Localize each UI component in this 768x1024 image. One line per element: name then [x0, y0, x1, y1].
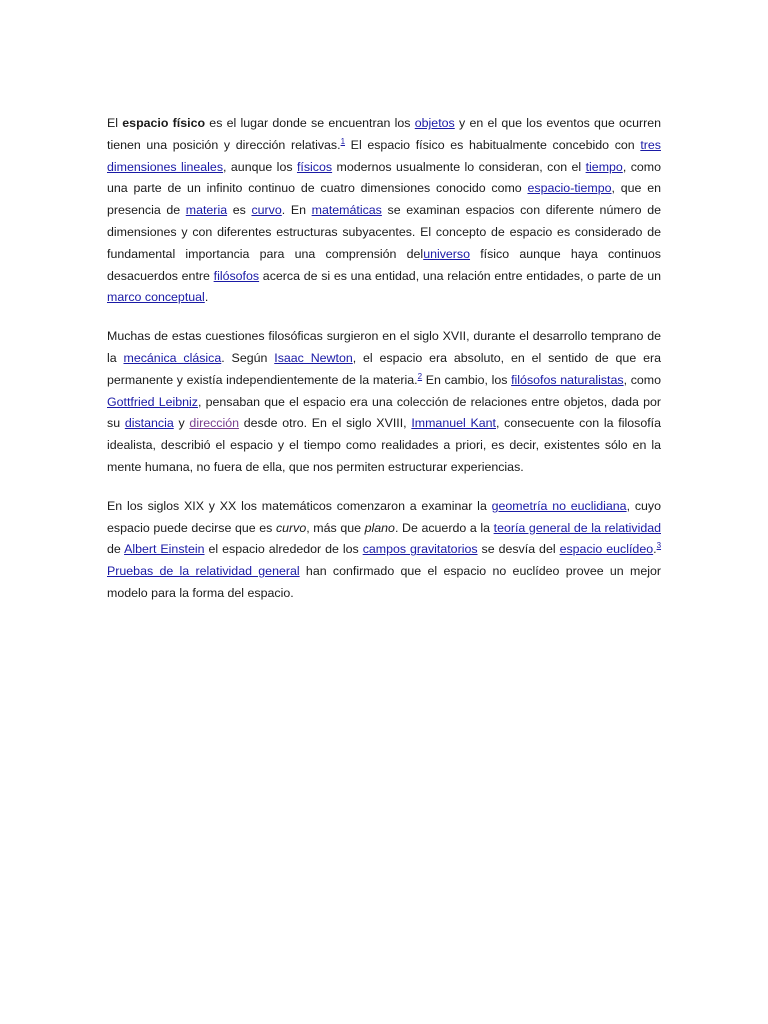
- link-albert-einstein[interactable]: Albert Einstein: [124, 542, 205, 557]
- text-run: desde otro. En el siglo XVIII,: [239, 416, 412, 431]
- text-run: , pensaban que el espacio era una colección de relaciones entre objetos, dada por su: [107, 394, 661, 431]
- link-matematicas[interactable]: matemáticas: [311, 203, 382, 218]
- text-run: , el espacio era absoluto, en el sentido de que era permanente y existía independientemente de la materia.: [107, 350, 661, 387]
- text-run: , como: [623, 372, 661, 387]
- link-campos-gravitatorios[interactable]: campos gravitatorios: [362, 542, 478, 557]
- link-pruebas-relatividad-general[interactable]: Pruebas de la relatividad general: [107, 564, 300, 579]
- text-run: .: [204, 290, 209, 305]
- paragraph-2: [107, 326, 661, 479]
- text-run: han confirmado que el espacio no euclídeo provee un mejor modelo para la forma del espacio.: [107, 564, 661, 600]
- text-run: y en el que los eventos que ocurren tienen una posición y dirección relativas.: [107, 116, 661, 152]
- link-mecanica-clasica[interactable]: mecánica clásica: [123, 350, 222, 365]
- link-teoria-general-relatividad[interactable]: teoría general de la relatividad: [493, 520, 661, 535]
- text-run: . Según: [221, 350, 275, 365]
- text-run: físico aunque haya continuos desacuerdos entre: [107, 246, 661, 283]
- paragraph-1: [107, 113, 661, 309]
- link-gottfried-leibniz[interactable]: Gottfried Leibniz: [107, 394, 198, 409]
- text-run: , cuyo espacio puede decirse que es: [107, 498, 662, 535]
- link-tiempo[interactable]: tiempo: [585, 159, 623, 174]
- ref-1[interactable]: 1: [340, 136, 346, 146]
- text-run: En cambio, los: [422, 372, 512, 387]
- text-run: , más que: [306, 520, 365, 535]
- text-run: de: [107, 542, 125, 557]
- link-materia[interactable]: materia: [185, 203, 228, 218]
- link-isaac-newton[interactable]: Isaac Newton: [274, 350, 353, 365]
- text-run: El espacio físico es habitualmente concebido con: [345, 137, 641, 152]
- bold-term: espacio físico: [122, 116, 206, 130]
- link-filosofos[interactable]: filósofos: [213, 268, 260, 283]
- text-run: .: [653, 542, 657, 557]
- link-filosofos-naturalistas[interactable]: filósofos naturalistas: [511, 372, 624, 387]
- text-run: En los siglos XIX y XX los matemáticos comenzaron a examinar la: [107, 498, 492, 513]
- ref-3[interactable]: 3: [656, 541, 662, 551]
- text-run: , que en presencia de: [107, 181, 661, 218]
- link-universo[interactable]: universo: [423, 246, 471, 261]
- link-espacio-euclideo[interactable]: espacio euclídeo: [559, 542, 654, 557]
- text-run: acerca de si es una entidad, una relación entre entidades, o parte de un: [259, 268, 662, 283]
- italic-term: curvo: [275, 520, 307, 535]
- text-run: se examinan espacios con diferente número de dimensiones y con diferentes estructuras subyacentes. El concepto de espacio es considerado de fundamental importancia para una comprensión del: [107, 203, 661, 261]
- link-tres-dimensiones-lineales[interactable]: tres dimensiones lineales: [107, 137, 661, 174]
- text-run: . De acuerdo a la: [394, 520, 494, 535]
- link-geometria-no-euclidiana[interactable]: geometría no euclidiana: [491, 498, 627, 513]
- link-fisicos[interactable]: físicos: [296, 159, 333, 174]
- link-distancia[interactable]: distancia: [124, 416, 174, 431]
- link-direccion[interactable]: dirección: [189, 416, 240, 431]
- link-marco-conceptual[interactable]: marco conceptual: [107, 290, 205, 305]
- text-run: , como una parte de un infinito continuo de cuatro dimensiones conocido como: [107, 159, 661, 196]
- text-run: modernos usualmente lo consideran, con el: [332, 159, 586, 174]
- text-run: , aunque los: [223, 159, 297, 174]
- italic-term: plano: [364, 520, 395, 535]
- link-curvo[interactable]: curvo: [251, 203, 282, 218]
- text-run: Muchas de estas cuestiones filosóficas surgieron en el siglo XVII, durante el desarrollo temprano de la: [107, 329, 661, 365]
- text-run: . En: [281, 203, 312, 218]
- text-run: y: [173, 416, 190, 431]
- ref-2[interactable]: 2: [417, 371, 423, 381]
- text-run: es: [227, 203, 252, 218]
- document-body: [107, 113, 661, 622]
- paragraph-3: [107, 496, 661, 605]
- link-espacio-tiempo[interactable]: espacio-tiempo: [527, 181, 612, 196]
- text-run: el espacio alrededor de los: [204, 542, 363, 557]
- link-immanuel-kant[interactable]: Immanuel Kant: [411, 416, 496, 431]
- link-objetos[interactable]: objetos: [414, 116, 455, 130]
- text-run: se desvía del: [477, 542, 560, 557]
- text-run: El: [107, 116, 123, 130]
- text-run: es el lugar donde se encuentran los: [205, 116, 415, 130]
- text-run: , consecuente con la filosofía idealista, describió el espacio y el tiempo como realidades a priori, es decir, existentes sólo en la mente humana, no fuera de ella, que nos permiten estructurar experiencias.: [107, 416, 661, 474]
